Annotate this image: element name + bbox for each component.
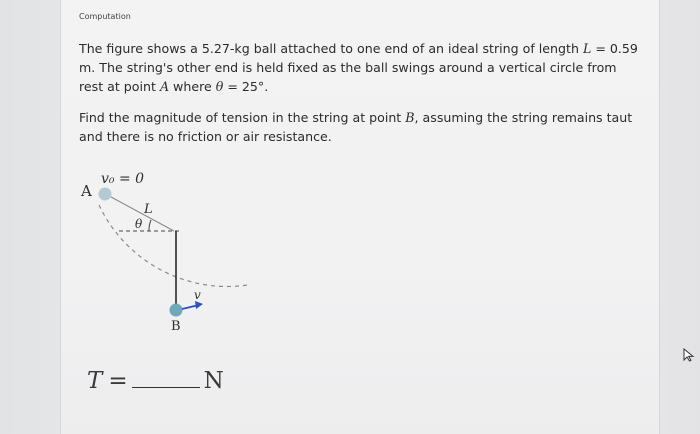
tension-answer-input[interactable]	[132, 367, 200, 388]
point-a-symbol: A	[159, 79, 170, 94]
v0-label: v₀ = 0	[101, 171, 145, 187]
point-b-label: B	[171, 319, 181, 334]
string-at-a	[111, 197, 174, 231]
equals-sign: =	[108, 368, 128, 394]
ball-at-b	[170, 304, 183, 317]
circular-path	[99, 205, 248, 286]
length-value: = 0.59 m.	[79, 41, 638, 75]
question-card	[60, 0, 660, 434]
ball-at-a	[99, 188, 112, 201]
point-b-symbol: B	[405, 110, 415, 125]
velocity-arrow-head	[195, 301, 203, 309]
theta-angle-arc	[149, 220, 151, 231]
section-label: Computation	[79, 12, 131, 21]
problem-paragraph-1: The figure shows a 5.27-kg ball attached to one end of an ideal string of length L = 0.59 m. The string's other end is held fixed as the ball swings around a vertical circle from rest at point A where θ = 25°.	[79, 41, 638, 94]
length-symbol: L	[582, 41, 592, 56]
answer-row	[87, 367, 224, 399]
arrow-cursor-icon	[683, 348, 695, 362]
theta-value: = 25°.	[223, 79, 269, 94]
point-a-label: A	[81, 182, 92, 200]
theta-symbol: θ	[215, 79, 224, 94]
problem-paragraph-2: Find the magnitude of tension in the string at point B, assuming the string remains taut and there is no friction or air resistance.	[79, 110, 633, 144]
tension-symbol: T	[87, 368, 103, 394]
unit-label: N	[203, 368, 224, 394]
v-label: v	[194, 288, 201, 302]
length-label: L	[144, 202, 153, 217]
theta-label: θ	[135, 217, 143, 231]
